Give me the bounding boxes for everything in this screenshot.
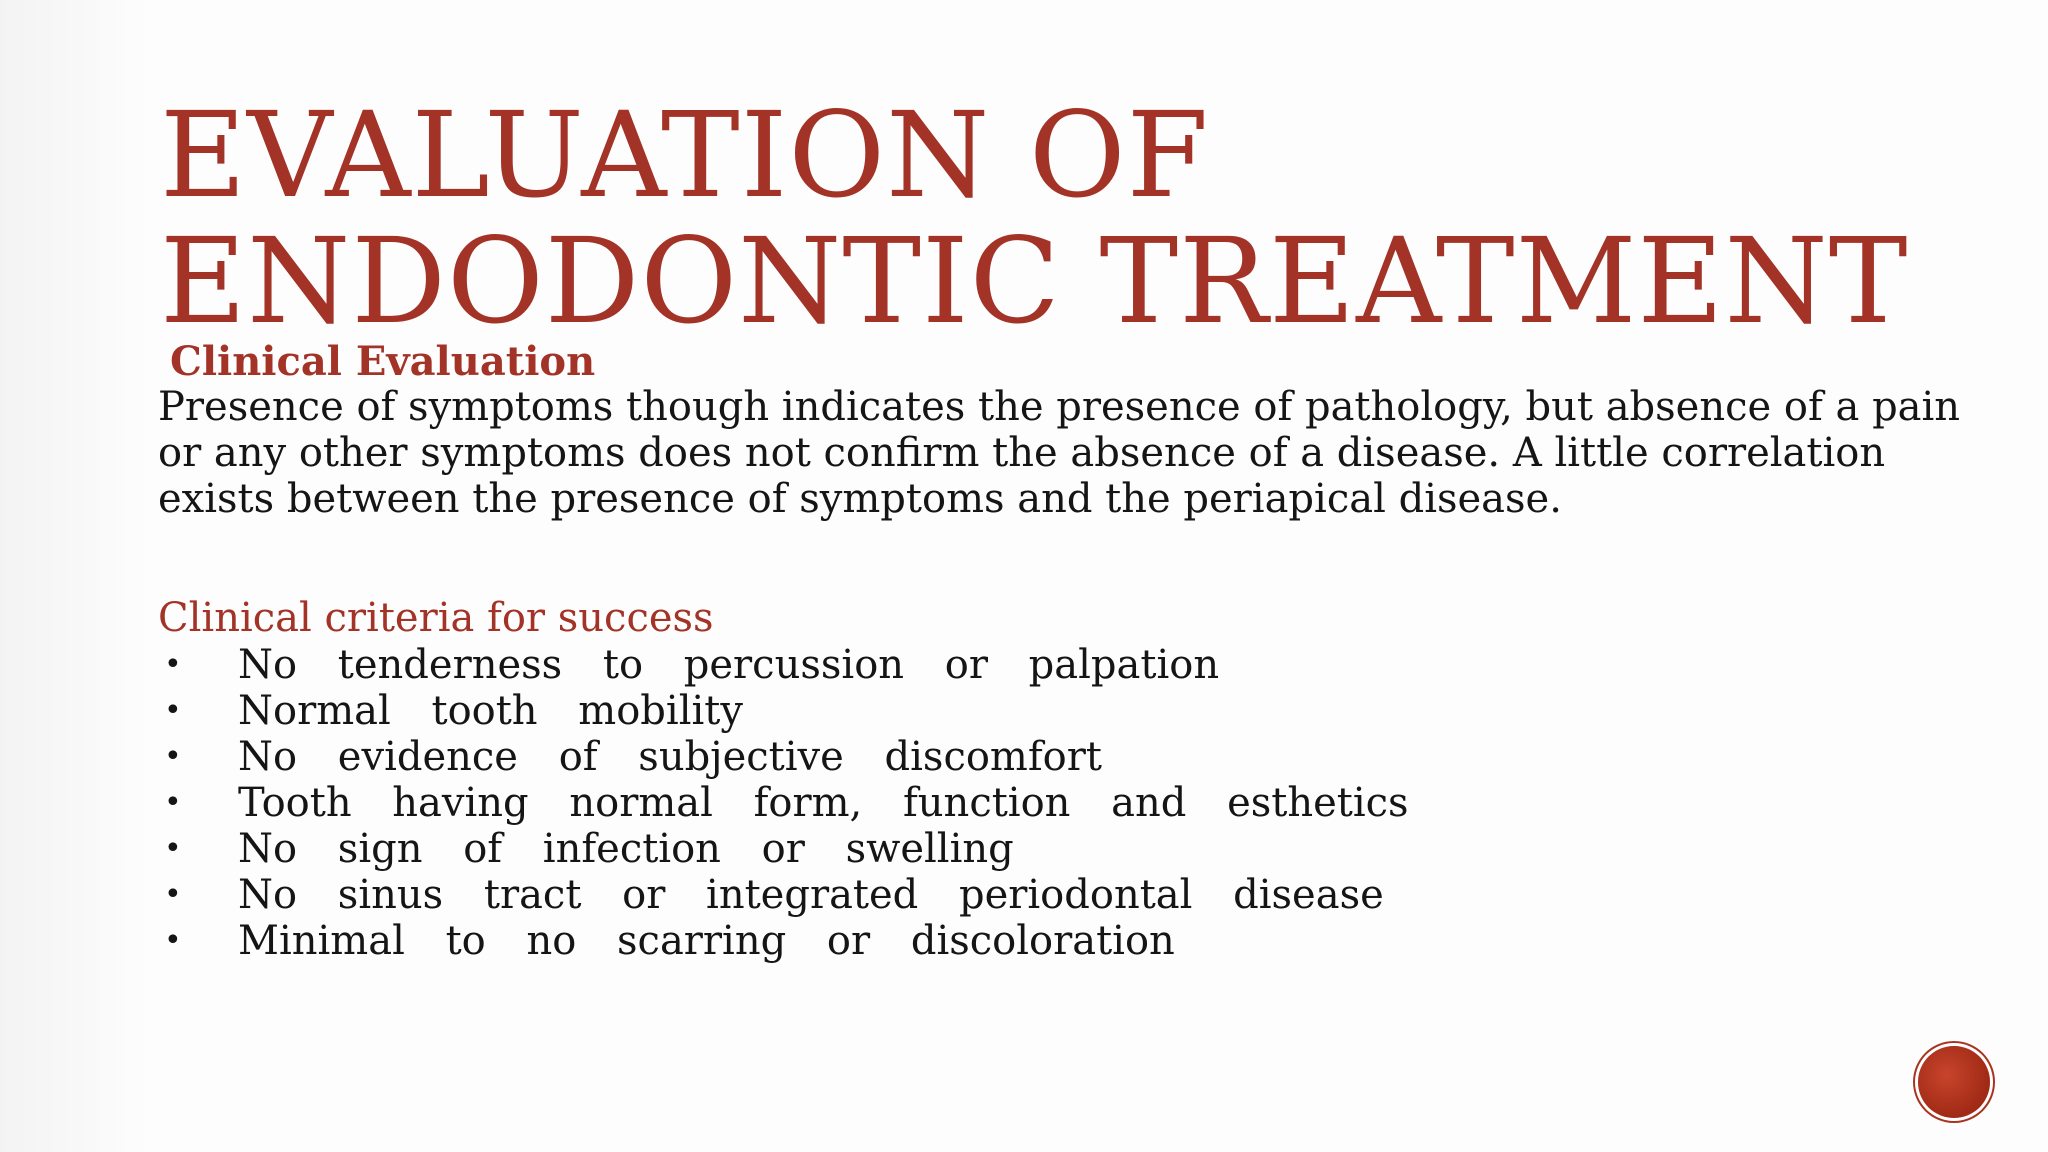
list-item-text: No evidence of subjective discomfort (238, 734, 1102, 780)
criteria-heading: Clinical criteria for success (158, 595, 714, 641)
paragraph-line-3: exists between the presence of symptoms and the periapical disease. (158, 476, 1562, 522)
clinical-evaluation-paragraph (158, 384, 1961, 522)
list-item-text: No tenderness to percussion or palpation (238, 642, 1220, 688)
slide-title-line-2: ENDODONTIC TREATMENT (160, 212, 1909, 350)
bullet-icon: • (164, 693, 182, 728)
slide-title-line-1: EVALUATION OF (160, 86, 1210, 224)
bullet-icon: • (164, 785, 182, 820)
bullet-icon: • (164, 877, 182, 912)
bullet-icon: • (164, 923, 182, 958)
slide-badge-circle-icon[interactable] (1918, 1046, 1990, 1118)
bullet-icon: • (164, 739, 182, 774)
bullet-icon: • (164, 647, 182, 682)
list-item-text: No sign of infection or swelling (238, 826, 1014, 872)
list-item-text: No sinus tract or integrated periodontal disease (238, 872, 1384, 918)
clinical-evaluation-heading: Clinical Evaluation (170, 338, 596, 385)
paragraph-line-1: Presence of symptoms though indicates the presence of pathology, but absence of a pain (158, 384, 1961, 430)
bullet-icon: • (164, 831, 182, 866)
slide-title (160, 86, 1909, 350)
list-item-text: Normal tooth mobility (238, 688, 743, 734)
paragraph-line-2: or any other symptoms does not confirm the absence of a disease. A little correlation (158, 430, 1886, 476)
slide-edge-shade (0, 0, 150, 1152)
list-item-text: Tooth having normal form, function and esthetics (238, 780, 1409, 826)
list-item-text: Minimal to no scarring or discoloration (238, 918, 1175, 964)
